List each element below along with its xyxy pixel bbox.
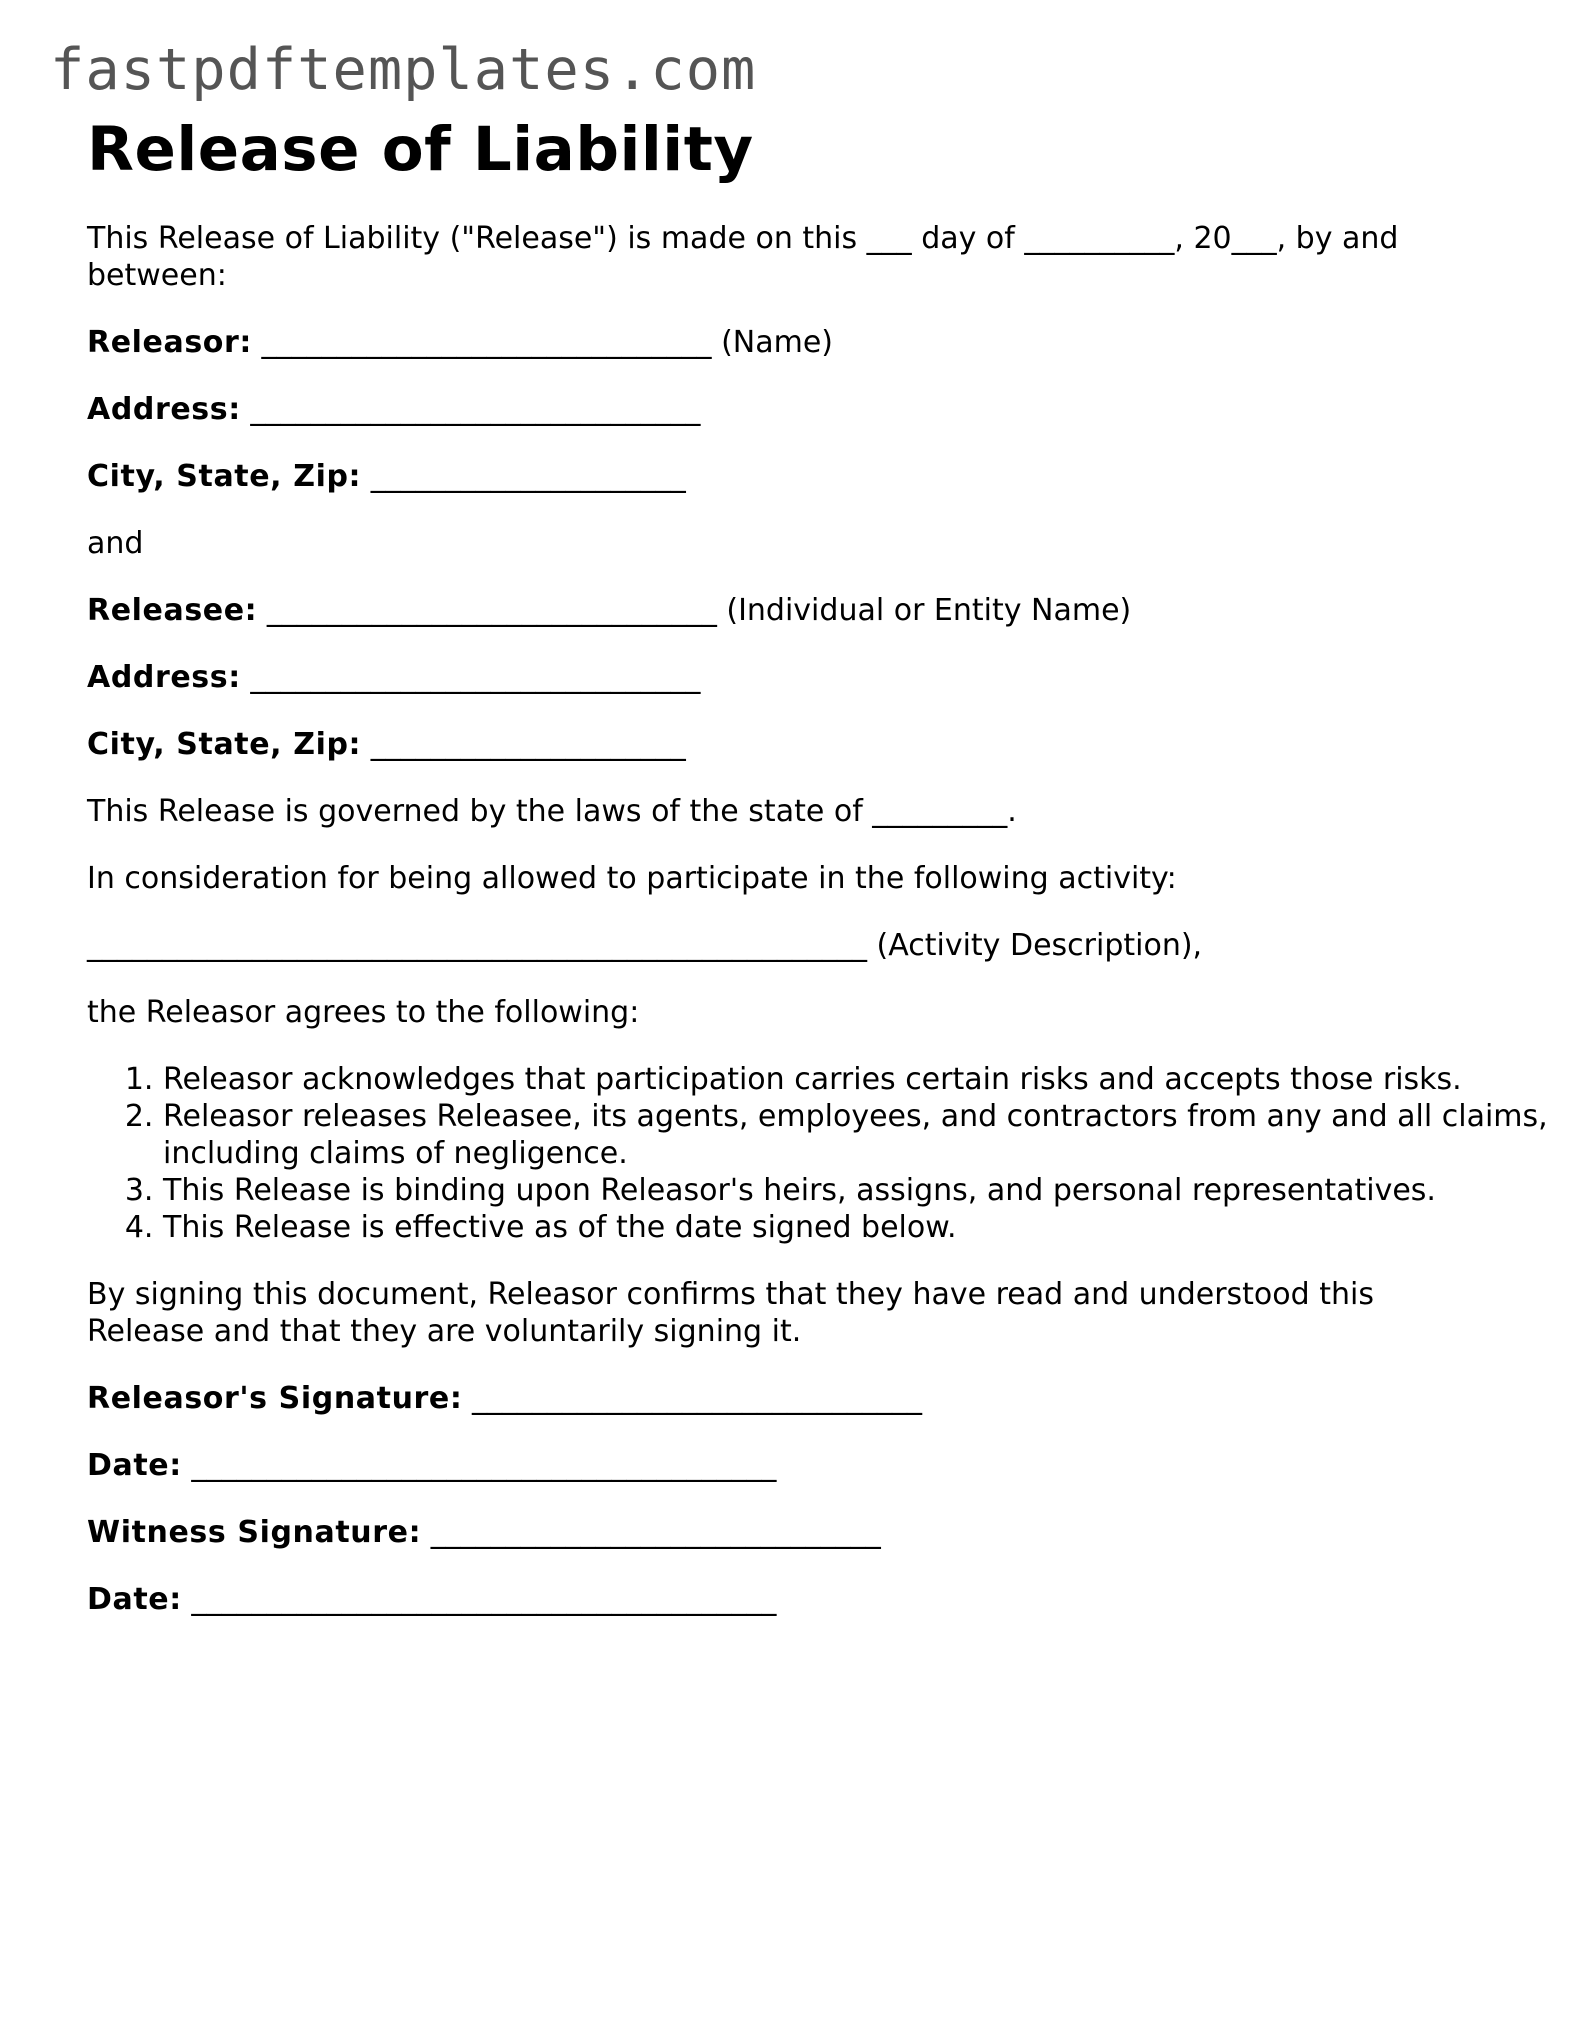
releasor-address-label: Address: — [87, 392, 241, 427]
agrees-line: the Releasor agrees to the following: — [87, 995, 640, 1030]
releasor-csz-label: City, State, Zip: — [87, 459, 362, 494]
releasee-name-blank[interactable]: ______________________________ (Individual or Entity Name) — [266, 593, 1132, 628]
releasor-name-label: Releasor: — [87, 325, 252, 360]
activity-description-line[interactable]: ____________________________________________________ (Activity Description), — [87, 928, 1203, 963]
releasor-signature-blank[interactable]: ______________________________ — [472, 1381, 923, 1416]
releasee-csz-blank[interactable]: _____________________ — [370, 727, 686, 762]
releasor-date-label: Date: — [87, 1448, 182, 1483]
releasor-signature-line — [87, 1380, 1487, 1417]
term-item: 2. Releasor releases Releasee, its agents, employees, and contractors from any and all claims, including claims of negligence. — [163, 1098, 1563, 1172]
releasee-address-blank[interactable]: ______________________________ — [250, 660, 701, 695]
governing-law-line: This Release is governed by the laws of the state of _________. — [87, 794, 1017, 829]
watermark: fastpdftemplates.com — [50, 37, 757, 103]
releasee-address-line — [87, 659, 1487, 696]
releasor-date-blank[interactable]: _______________________________________ — [191, 1448, 777, 1483]
releasor-address-line — [87, 391, 1487, 428]
releasor-csz-line — [87, 458, 1487, 495]
document-title: Release of Liability — [87, 114, 754, 185]
releasor-csz-blank[interactable]: _____________________ — [370, 459, 686, 494]
releasee-address-label: Address: — [87, 660, 241, 695]
releasee-csz-label: City, State, Zip: — [87, 727, 362, 762]
consideration-line: In consideration for being allowed to participate in the following activity: — [87, 861, 1177, 896]
releasor-name-line — [87, 324, 1487, 361]
releasee-csz-line — [87, 726, 1487, 763]
witness-date-label: Date: — [87, 1582, 182, 1617]
term-item: 3. This Release is binding upon Releasor's heirs, assigns, and personal representatives. — [163, 1172, 1563, 1209]
releasor-name-blank[interactable]: ______________________________ (Name) — [261, 325, 833, 360]
term-item: 4. This Release is effective as of the date signed below. — [163, 1209, 1563, 1246]
releasor-signature-label: Releasor's Signature: — [87, 1381, 463, 1416]
releasor-date-line — [87, 1447, 1487, 1484]
terms-list — [87, 1061, 1563, 1246]
witness-signature-line — [87, 1514, 1487, 1551]
witness-date-line — [87, 1581, 1487, 1618]
releasee-name-label: Releasee: — [87, 593, 258, 628]
document-page — [87, 112, 1548, 1618]
releasee-name-line — [87, 592, 1487, 629]
closing-paragraph: By signing this document, Releasor confirms that they have read and understood this Release and that they are voluntarily signing it. — [87, 1277, 1374, 1349]
intro-paragraph: This Release of Liability ("Release") is made on this ___ day of __________, 20___, by and between: — [87, 221, 1399, 293]
term-item: 1. Releasor acknowledges that participation carries certain risks and accepts those risks. — [163, 1061, 1563, 1098]
releasor-address-blank[interactable]: ______________________________ — [250, 392, 701, 427]
and-text: and — [87, 526, 144, 561]
witness-signature-blank[interactable]: ______________________________ — [430, 1515, 881, 1550]
witness-date-blank[interactable]: _______________________________________ — [191, 1582, 777, 1617]
witness-signature-label: Witness Signature: — [87, 1515, 422, 1550]
